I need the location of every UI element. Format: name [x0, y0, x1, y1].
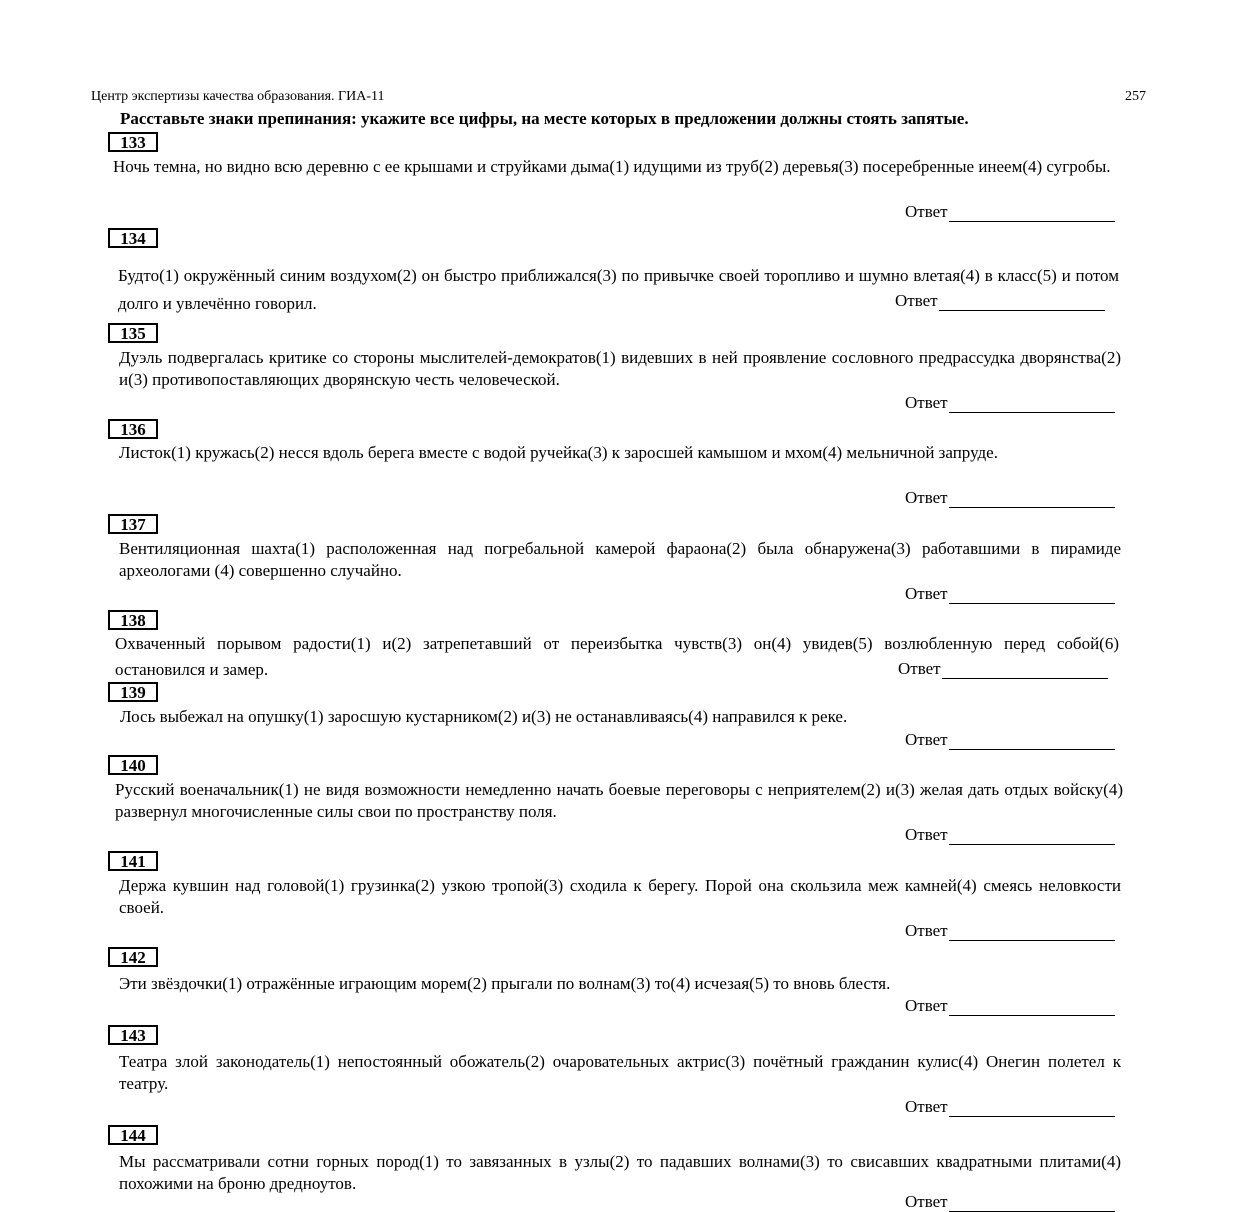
task-text: Ночь темна, но видно всю деревню с ее крышами и струйками дыма(1) идущими из труб(2) деревья(3) посеребренные инеем(4) сугробы.: [113, 157, 1111, 176]
answer-field[interactable]: [905, 202, 1115, 222]
answer-line[interactable]: [949, 588, 1115, 604]
answer-label: Ответ: [905, 1192, 948, 1211]
answer-field[interactable]: [905, 730, 1115, 750]
answer-line[interactable]: [949, 206, 1115, 222]
answer-label: Ответ: [905, 730, 948, 749]
task-text: Вентиляционная шахта(1) расположенная над погребальной камерой фараона(2) была обнаружена(3) работавшими в пирамиде археологами (4) совершенно случайно.: [119, 539, 1121, 580]
task-text: Охваченный порывом радости(1) и(2) затрепетавший от переизбытка чувств(3) он(4) увидев(5) возлюбленную перед собой(6) остановился и замер.: [115, 634, 1119, 679]
task-text: Театра злой законодатель(1) непостоянный обожатель(2) очаровательных актрис(3) почётный гражданин кулис(4) Онегин полетел к театру.: [119, 1052, 1121, 1093]
page-header-source: Центр экспертизы качества образования. ГИА-11: [91, 89, 385, 104]
answer-label: Ответ: [905, 202, 948, 221]
answer-line[interactable]: [949, 1000, 1115, 1016]
answer-line[interactable]: [949, 397, 1115, 413]
answer-line[interactable]: [949, 1196, 1115, 1212]
answer-label: Ответ: [905, 584, 948, 603]
task-text: Лось выбежал на опушку(1) заросшую кустарником(2) и(3) не останавливаясь(4) направился к реке.: [120, 707, 848, 726]
task-text: Будто(1) окружённый синим воздухом(2) он быстро приближался(3) по привычке своей торопливо и шумно влетая(4) в класс(5) и потом долго и увлечённо говорил.: [118, 266, 1119, 313]
answer-line[interactable]: [949, 1101, 1115, 1117]
answer-line[interactable]: [939, 295, 1105, 311]
answer-field[interactable]: [905, 393, 1115, 413]
task-number: 143: [108, 1025, 158, 1045]
answer-label: Ответ: [895, 291, 938, 310]
task-number: 137: [108, 514, 158, 534]
answer-field[interactable]: [905, 921, 1115, 941]
answer-line[interactable]: [949, 925, 1115, 941]
task-text: Эти звёздочки(1) отражённые играющим морем(2) прыгали по волнам(3) то(4) исчезая(5) то вновь блестя.: [119, 974, 891, 993]
answer-field[interactable]: [905, 996, 1115, 1016]
answer-line[interactable]: [942, 663, 1108, 679]
task-number: 136: [108, 419, 158, 439]
task-number: 138: [108, 610, 158, 630]
answer-field[interactable]: [905, 1192, 1115, 1212]
answer-field[interactable]: [905, 825, 1115, 845]
task-number: 134: [108, 228, 158, 248]
answer-label: Ответ: [905, 1097, 948, 1116]
answer-label: Ответ: [898, 659, 941, 678]
task-number: 141: [108, 851, 158, 871]
task-number: 144: [108, 1125, 158, 1145]
task-number: 140: [108, 755, 158, 775]
task-text: Мы рассматривали сотни горных пород(1) то завязанных в узлы(2) то падавших волнами(3) то свисавших квадратными плитами(4) похожими на броню дредноутов.: [119, 1152, 1121, 1193]
task-number: 135: [108, 323, 158, 343]
answer-label: Ответ: [905, 996, 948, 1015]
answer-label: Ответ: [905, 825, 948, 844]
answer-field[interactable]: [905, 488, 1115, 508]
answer-line[interactable]: [949, 492, 1115, 508]
answer-field[interactable]: [895, 291, 1105, 311]
task-text: Дуэль подвергалась критике со стороны мыслителей-демократов(1) видевших в ней проявление сословного предрассудка дворянства(2) и(3) противопоставляющих дворянскую честь человеческой.: [119, 348, 1121, 389]
answer-line[interactable]: [949, 829, 1115, 845]
page-number: 257: [1125, 89, 1146, 104]
answer-label: Ответ: [905, 393, 948, 412]
task-text: Держа кувшин над головой(1) грузинка(2) узкою тропой(3) сходила к берегу. Порой она скользила меж камней(4) смеясь неловкости своей.: [119, 876, 1121, 917]
task-text: Русский военачальник(1) не видя возможности немедленно начать боевые переговоры с неприятелем(2) и(3) желая дать отдых войску(4) развернул многочисленные силы свои по пространству поля.: [115, 780, 1123, 821]
task-number: 142: [108, 947, 158, 967]
task-number: 133: [108, 132, 158, 152]
answer-field[interactable]: [898, 659, 1108, 679]
instruction-heading: Расставьте знаки препинания: укажите все цифры, на месте которых в предложении должны стоять запятые.: [120, 109, 969, 128]
answer-label: Ответ: [905, 921, 948, 940]
task-text: Листок(1) кружась(2) несся вдоль берега вместе с водой ручейка(3) к заросшей камышом и мхом(4) мельничной запруде.: [119, 443, 998, 462]
answer-field[interactable]: [905, 1097, 1115, 1117]
answer-label: Ответ: [905, 488, 948, 507]
answer-field[interactable]: [905, 584, 1115, 604]
answer-line[interactable]: [949, 734, 1115, 750]
task-number: 139: [108, 682, 158, 702]
